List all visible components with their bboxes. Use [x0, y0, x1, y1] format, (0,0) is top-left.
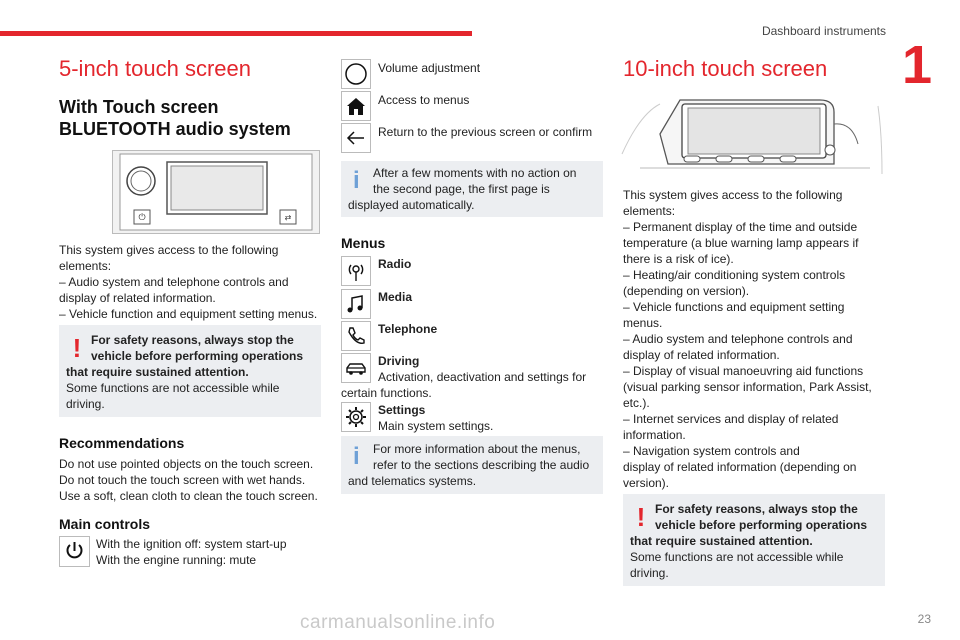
info-note-1-line-1: After a few moments with no action on	[373, 166, 577, 180]
page-number: 23	[917, 612, 931, 626]
warning-extra-1: Some functions are not accessible while	[66, 381, 280, 395]
settings-gear-icon	[341, 402, 371, 432]
menu-radio-label: Radio	[378, 257, 412, 271]
menu-driving-desc-2: certain functions.	[341, 386, 432, 400]
car-icon	[341, 353, 371, 383]
info-note-1	[341, 161, 603, 217]
phone-icon	[341, 321, 371, 351]
control-menus-label: Access to menus	[378, 93, 470, 107]
info-note-2	[341, 436, 603, 494]
menu-media-label: Media	[378, 290, 413, 304]
ten-inch-screen-illustration	[620, 94, 886, 182]
section-title: Dashboard instruments	[761, 24, 886, 38]
left-warning-note	[59, 325, 321, 417]
warning-line-1: For safety reasons, always stop the	[655, 502, 858, 516]
info-icon: i	[353, 443, 360, 470]
power-control-text: With the ignition off: system start-up With the engine running: mute	[96, 537, 287, 567]
info-note-1-line-3: displayed automatically.	[348, 198, 475, 212]
warning-exclamation-icon: !	[72, 333, 82, 363]
info-note-2-line-1: For more information about the menus,	[373, 442, 581, 456]
info-note-2-line-2: refer to the sections describing the audio	[373, 458, 590, 472]
warning-line-1: For safety reasons, always stop the	[91, 333, 294, 347]
subtitle-line-1: With Touch screen	[59, 97, 219, 117]
menus-heading: Menus	[341, 235, 386, 251]
info-note-1-line-2: the second page, the first page is	[373, 182, 550, 196]
info-note-2-line-3: and telematics systems.	[348, 474, 477, 488]
media-note-icon	[341, 289, 371, 319]
page-title-5inch: 5-inch touch screen	[59, 56, 251, 81]
control-volume-label: Volume adjustment	[378, 61, 481, 75]
chapter-number: 1	[902, 35, 933, 95]
warning-extra-1: Some functions are not accessible while	[630, 550, 844, 564]
radio-icon	[341, 256, 371, 286]
watermark: carmanualsonline.info	[300, 612, 496, 633]
warning-line-2: vehicle before performing operations	[655, 518, 868, 532]
recommendations-heading: Recommendations	[59, 435, 185, 451]
warning-extra-2: driving.	[630, 566, 669, 580]
menu-telephone-label: Telephone	[378, 322, 438, 336]
svg-text:⏻: ⏻	[138, 212, 146, 222]
menu-settings-label: Settings	[378, 403, 426, 417]
volume-knob-icon	[341, 59, 371, 89]
menu-driving-desc-1: Activation, deactivation and settings for	[378, 370, 587, 384]
menu-settings-desc: Main system settings.	[378, 419, 494, 433]
menu-driving-label: Driving	[378, 354, 420, 368]
right-access-text: This system gives access to the following elements: – Permanent display of the time and outside temperature (a blue warning lamp appears if there is a risk of ice). – Heating/air conditioning system controls (depending on version). – Vehicle functions and equipment setting menus. – Audio system and telephone controls and display of related information. – Display of visual manoeuvring aid functions (visual parking sensor information, Park Assist, etc.). – Internet services and display of related information. – Navigation system controls and display of related information (depending on version).	[623, 188, 872, 490]
header-red-bar	[0, 31, 472, 36]
five-inch-screen-illustration	[112, 150, 320, 234]
info-icon: i	[353, 167, 360, 194]
control-back-label: Return to the previous screen or confirm	[378, 125, 593, 139]
warning-exclamation-icon: !	[636, 502, 646, 532]
right-warning-note	[623, 494, 885, 586]
subtitle-line-2: BLUETOOTH audio system	[59, 119, 291, 139]
power-button-icon	[59, 536, 90, 567]
recommendations-text: Do not use pointed objects on the touch screen. Do not touch the touch screen with wet hands. Use a soft, clean cloth to clean the touch screen.	[59, 457, 318, 503]
back-arrow-icon	[341, 123, 371, 153]
warning-line-2: vehicle before performing operations	[91, 349, 304, 363]
warning-extra-2: driving.	[66, 397, 105, 411]
warning-line-3: that require sustained attention.	[630, 534, 813, 548]
home-icon	[341, 91, 371, 121]
svg-text:⇄: ⇄	[284, 213, 292, 222]
main-controls-heading: Main controls	[59, 516, 151, 532]
left-access-text: This system gives access to the following elements: – Audio system and telephone controls and display of related information. – Vehicle function and equipment setting menus.	[59, 243, 318, 321]
warning-line-3: that require sustained attention.	[66, 365, 249, 379]
page-title-10inch: 10-inch touch screen	[623, 56, 828, 81]
